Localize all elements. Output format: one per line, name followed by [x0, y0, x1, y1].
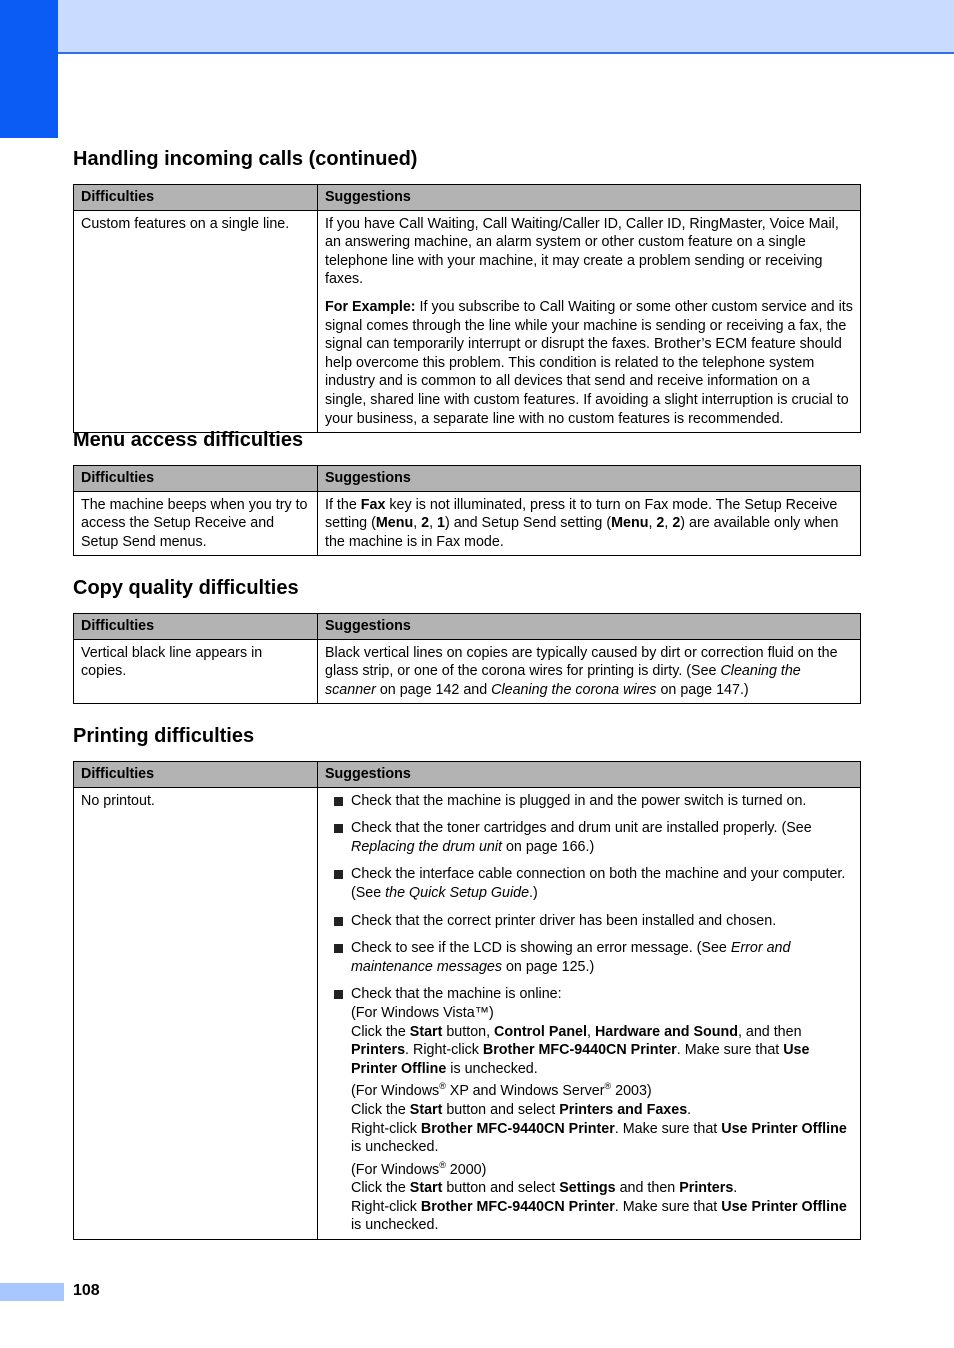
list-item: Check the interface cable connection on both the machine and your computer. (See the Quick Setup Guide.)	[325, 865, 853, 902]
suggestion-cell	[318, 787, 861, 1239]
column-header-difficulties: Difficulties	[74, 185, 318, 211]
suggestion-cell	[318, 210, 861, 433]
list-item	[325, 985, 853, 1235]
header-band	[58, 0, 954, 54]
list-item: Check that the machine is plugged in and the power switch is turned on.	[325, 792, 853, 811]
section-title-incoming-calls: Handling incoming calls (continued)	[73, 148, 418, 170]
table-row	[74, 787, 861, 1239]
chapter-tab	[0, 0, 58, 138]
online-instructions-vista: Check that the machine is online: (For Windows Vista™) Click the Start button, Control Panel, Hardware and Sound, and then Printers. Right-click Brother MFC-9440CN Printer. Make sure that Use Printer Offline is unchecked.	[351, 986, 810, 1077]
suggestion-cell: If the Fax key is not illuminated, press it to turn on Fax mode. The Setup Receive setting (Menu, 2, 1) and Setup Send setting (Menu, 2, 2) are available only when the machine is in Fax mode.	[318, 491, 861, 556]
suggestion-list	[325, 792, 853, 1235]
column-header-suggestions: Suggestions	[318, 466, 861, 492]
column-header-suggestions: Suggestions	[318, 185, 861, 211]
table-row	[74, 639, 861, 704]
difficulty-cell: Vertical black line appears in copies.	[74, 639, 318, 704]
column-header-difficulties: Difficulties	[74, 762, 318, 788]
page-number-tab	[0, 1283, 64, 1301]
column-header-suggestions: Suggestions	[318, 762, 861, 788]
suggestion-paragraph: If you have Call Waiting, Call Waiting/Caller ID, Caller ID, RingMaster, Voice Mail, an answering machine, an alarm system or other custom feature on a single telephone line with your machine, it may create a problem sending or receiving faxes.	[325, 215, 839, 288]
table-copy-quality	[73, 613, 861, 704]
suggestion-cell: Black vertical lines on copies are typically caused by dirt or correction fluid on the glass strip, or one of the corona wires for printing is dirty. (See Cleaning the scanner on page 142 and Cleaning the corona wires on page 147.)	[318, 639, 861, 704]
difficulty-cell: The machine beeps when you try to access the Setup Receive and Setup Send menus.	[74, 491, 318, 556]
section-title-printing: Printing difficulties	[73, 725, 255, 747]
table-printing	[73, 761, 861, 1240]
table-row	[74, 210, 861, 433]
table-row	[74, 491, 861, 556]
online-instructions-xp: (For Windows® XP and Windows Server® 2003) Click the Start button and select Printers and Faxes. Right-click Brother MFC-9440CN Printer. Make sure that Use Printer Offline is unchecked.	[351, 1081, 847, 1156]
online-instructions-2000: (For Windows® 2000) Click the Start button and select Settings and then Printers. Right-click Brother MFC-9440CN Printer. Make sure that Use Printer Offline is unchecked.	[351, 1159, 847, 1234]
section-title-menu-access: Menu access difficulties	[73, 429, 304, 451]
table-incoming-calls	[73, 184, 861, 433]
page-number: 108	[73, 1282, 100, 1299]
difficulty-cell: No printout.	[74, 787, 318, 1239]
list-item: Check that the toner cartridges and drum unit are installed properly. (See Replacing the drum unit on page 166.)	[325, 819, 853, 856]
table-menu-access	[73, 465, 861, 556]
column-header-suggestions: Suggestions	[318, 614, 861, 640]
suggestion-paragraph: For Example: If you subscribe to Call Waiting or some other custom service and its signal comes through the line while your machine is sending or receiving a fax, the signal can temporarily interrupt or disrupt the faxes. Brother’s ECM feature should help overcome this problem. This condition is related to the telephone system industry and is common to all devices that send and receive information on a single, shared line with custom features. If avoiding a slight interruption is crucial to your business, a separate line with no custom features is recommended.	[325, 298, 853, 427]
difficulty-cell: Custom features on a single line.	[74, 210, 318, 433]
section-title-copy-quality: Copy quality difficulties	[73, 577, 299, 599]
column-header-difficulties: Difficulties	[74, 466, 318, 492]
column-header-difficulties: Difficulties	[74, 614, 318, 640]
list-item: Check that the correct printer driver has been installed and chosen.	[325, 912, 853, 931]
list-item: Check to see if the LCD is showing an error message. (See Error and maintenance messages on page 125.)	[325, 939, 853, 976]
